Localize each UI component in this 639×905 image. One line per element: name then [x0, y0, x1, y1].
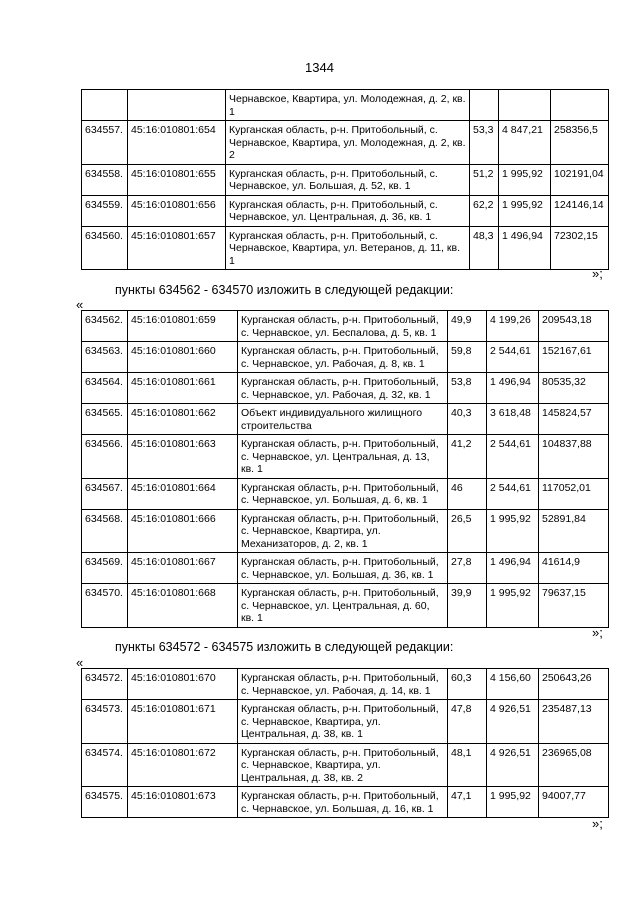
- address-cell: Курганская область, р-н. Притобольный, с. Чернавское, Квартира, ул. Ветеранов, д. 11, кв. 1: [226, 226, 470, 270]
- row-number-cell: 634557.: [82, 121, 128, 165]
- row-number-cell: 634566.: [82, 435, 128, 479]
- row-number-cell: 634568.: [82, 509, 128, 553]
- cadastral-number-cell: 45:16:010801:657: [128, 226, 226, 270]
- value-cell: 152167,61: [539, 342, 609, 373]
- table-row: [82, 164, 609, 195]
- value-cell: 72302,15: [551, 226, 609, 270]
- cadastral-number-cell: 45:16:010801:670: [128, 669, 238, 700]
- row-number-cell: 634575.: [82, 787, 128, 818]
- area-cell: 48,3: [470, 226, 499, 270]
- value-cell: 235487,13: [539, 700, 609, 744]
- table-row: [82, 311, 609, 342]
- area-cell: 60,3: [448, 669, 487, 700]
- cadastral-number-cell: 45:16:010801:656: [128, 195, 226, 226]
- price-cell: 1 995,92: [499, 195, 551, 226]
- row-number-cell: 634560.: [82, 226, 128, 270]
- price-cell: 2 544,61: [487, 342, 539, 373]
- price-cell: 2 544,61: [487, 435, 539, 479]
- area-cell: [470, 90, 499, 121]
- row-number-cell: [82, 90, 128, 121]
- table-row: [82, 584, 609, 628]
- value-cell: 250643,26: [539, 669, 609, 700]
- cadastral-number-cell: [128, 90, 226, 121]
- address-cell: Курганская область, р-н. Притобольный, с. Чернавское, Квартира, ул. Молодежная, д. 2, кв. 2: [226, 121, 470, 165]
- table-row: [82, 743, 609, 787]
- area-cell: 48,1: [448, 743, 487, 787]
- price-cell: 4 847,21: [499, 121, 551, 165]
- price-cell: 1 496,94: [499, 226, 551, 270]
- address-cell: Курганская область, р-н. Притобольный, с. Чернавское, Квартира, ул. Механизаторов, д. 2, кв. 1: [238, 509, 448, 553]
- address-cell: Курганская область, р-н. Притобольный, с. Чернавское, Квартира, ул. Центральная, д. 38, кв. 1: [238, 700, 448, 744]
- cadastral-number-cell: 45:16:010801:671: [128, 700, 238, 744]
- address-cell: Объект индивидуального жилищного строительства: [238, 404, 448, 435]
- row-number-cell: 634574.: [82, 743, 128, 787]
- table-row: [82, 478, 609, 509]
- address-cell: Курганская область, р-н. Притобольный, с. Чернавское, Квартира, ул. Центральная, д. 38, кв. 2: [238, 743, 448, 787]
- price-cell: 1 995,92: [487, 787, 539, 818]
- area-cell: 49,9: [448, 311, 487, 342]
- closing-quote: »;: [592, 625, 603, 640]
- area-cell: 59,8: [448, 342, 487, 373]
- page-number: 1344: [305, 60, 334, 75]
- area-cell: 53,8: [448, 373, 487, 404]
- cadastral-number-cell: 45:16:010801:673: [128, 787, 238, 818]
- cadastral-number-cell: 45:16:010801:661: [128, 373, 238, 404]
- value-cell: 258356,5: [551, 121, 609, 165]
- amendment-instruction: пункты 634562 - 634570 изложить в следующей редакции:: [115, 283, 454, 297]
- address-cell: Курганская область, р-н. Притобольный, с. Чернавское, ул. Центральная, д. 60, кв. 1: [238, 584, 448, 628]
- area-cell: 27,8: [448, 553, 487, 584]
- table-row: [82, 373, 609, 404]
- row-number-cell: 634558.: [82, 164, 128, 195]
- table-section-1: [81, 89, 609, 270]
- area-cell: 51,2: [470, 164, 499, 195]
- value-cell: 124146,14: [551, 195, 609, 226]
- row-number-cell: 634573.: [82, 700, 128, 744]
- amendment-instruction: пункты 634572 - 634575 изложить в следующей редакции:: [115, 640, 454, 654]
- closing-quote: »;: [592, 816, 603, 831]
- price-cell: 1 995,92: [487, 584, 539, 628]
- area-cell: 46: [448, 478, 487, 509]
- cadastral-number-cell: 45:16:010801:660: [128, 342, 238, 373]
- cadastral-number-cell: 45:16:010801:662: [128, 404, 238, 435]
- table-row: [82, 700, 609, 744]
- value-cell: 41614,9: [539, 553, 609, 584]
- table-section-3: [81, 668, 609, 818]
- cadastral-number-cell: 45:16:010801:659: [128, 311, 238, 342]
- value-cell: 236965,08: [539, 743, 609, 787]
- price-cell: 1 995,92: [499, 164, 551, 195]
- cadastral-number-cell: 45:16:010801:668: [128, 584, 238, 628]
- closing-quote: »;: [592, 266, 603, 281]
- value-cell: 94007,77: [539, 787, 609, 818]
- area-cell: 47,8: [448, 700, 487, 744]
- row-number-cell: 634564.: [82, 373, 128, 404]
- price-cell: 1 995,92: [487, 509, 539, 553]
- table-row: [82, 435, 609, 479]
- price-cell: 4 926,51: [487, 743, 539, 787]
- address-cell: Курганская область, р-н. Притобольный, с. Чернавское, ул. Центральная, д. 13, кв. 1: [238, 435, 448, 479]
- cadastral-number-cell: 45:16:010801:664: [128, 478, 238, 509]
- row-number-cell: 634572.: [82, 669, 128, 700]
- area-cell: 39,9: [448, 584, 487, 628]
- row-number-cell: 634559.: [82, 195, 128, 226]
- table-row: [82, 342, 609, 373]
- address-cell: Курганская область, р-н. Притобольный, с. Чернавское, ул. Большая, д. 52, кв. 1: [226, 164, 470, 195]
- area-cell: 41,2: [448, 435, 487, 479]
- row-number-cell: 634567.: [82, 478, 128, 509]
- table-row: [82, 553, 609, 584]
- area-cell: 53,3: [470, 121, 499, 165]
- value-cell: [551, 90, 609, 121]
- table-section-2: [81, 310, 609, 628]
- price-cell: 3 618,48: [487, 404, 539, 435]
- table-row: [82, 509, 609, 553]
- area-cell: 47,1: [448, 787, 487, 818]
- table-row: [82, 787, 609, 818]
- price-cell: 1 496,94: [487, 553, 539, 584]
- cadastral-number-cell: 45:16:010801:663: [128, 435, 238, 479]
- cadastral-number-cell: 45:16:010801:672: [128, 743, 238, 787]
- price-cell: 4 156,60: [487, 669, 539, 700]
- value-cell: 102191,04: [551, 164, 609, 195]
- row-number-cell: 634565.: [82, 404, 128, 435]
- area-cell: 26,5: [448, 509, 487, 553]
- table-row: [82, 90, 609, 121]
- row-number-cell: 634569.: [82, 553, 128, 584]
- row-number-cell: 634570.: [82, 584, 128, 628]
- price-cell: 2 544,61: [487, 478, 539, 509]
- price-cell: [499, 90, 551, 121]
- area-cell: 62,2: [470, 195, 499, 226]
- price-cell: 4 926,51: [487, 700, 539, 744]
- cadastral-number-cell: 45:16:010801:655: [128, 164, 226, 195]
- value-cell: 52891,84: [539, 509, 609, 553]
- row-number-cell: 634562.: [82, 311, 128, 342]
- cadastral-number-cell: 45:16:010801:654: [128, 121, 226, 165]
- opening-quote: «: [76, 297, 84, 312]
- address-cell: Курганская область, р-н. Притобольный, с. Чернавское, ул. Рабочая, д. 8, кв. 1: [238, 342, 448, 373]
- address-cell: Чернавское, Квартира, ул. Молодежная, д. 2, кв. 1: [226, 90, 470, 121]
- address-cell: Курганская область, р-н. Притобольный, с. Чернавское, ул. Большая, д. 16, кв. 1: [238, 787, 448, 818]
- address-cell: Курганская область, р-н. Притобольный, с. Чернавское, ул. Рабочая, д. 32, кв. 1: [238, 373, 448, 404]
- table-row: [82, 404, 609, 435]
- price-cell: 1 496,94: [487, 373, 539, 404]
- value-cell: 79637,15: [539, 584, 609, 628]
- cadastral-number-cell: 45:16:010801:667: [128, 553, 238, 584]
- table-row: [82, 226, 609, 270]
- address-cell: Курганская область, р-н. Притобольный, с. Чернавское, ул. Большая, д. 36, кв. 1: [238, 553, 448, 584]
- address-cell: Курганская область, р-н. Притобольный, с. Чернавское, ул. Большая, д. 6, кв. 1: [238, 478, 448, 509]
- table-row: [82, 195, 609, 226]
- address-cell: Курганская область, р-н. Притобольный, с. Чернавское, ул. Беспалова, д. 5, кв. 1: [238, 311, 448, 342]
- price-cell: 4 199,26: [487, 311, 539, 342]
- value-cell: 145824,57: [539, 404, 609, 435]
- cadastral-number-cell: 45:16:010801:666: [128, 509, 238, 553]
- table-row: [82, 669, 609, 700]
- opening-quote: «: [76, 655, 84, 670]
- address-cell: Курганская область, р-н. Притобольный, с. Чернавское, ул. Рабочая, д. 14, кв. 1: [238, 669, 448, 700]
- value-cell: 104837,88: [539, 435, 609, 479]
- row-number-cell: 634563.: [82, 342, 128, 373]
- address-cell: Курганская область, р-н. Притобольный, с. Чернавское, ул. Центральная, д. 36, кв. 1: [226, 195, 470, 226]
- area-cell: 40,3: [448, 404, 487, 435]
- value-cell: 80535,32: [539, 373, 609, 404]
- table-row: [82, 121, 609, 165]
- value-cell: 209543,18: [539, 311, 609, 342]
- value-cell: 117052,01: [539, 478, 609, 509]
